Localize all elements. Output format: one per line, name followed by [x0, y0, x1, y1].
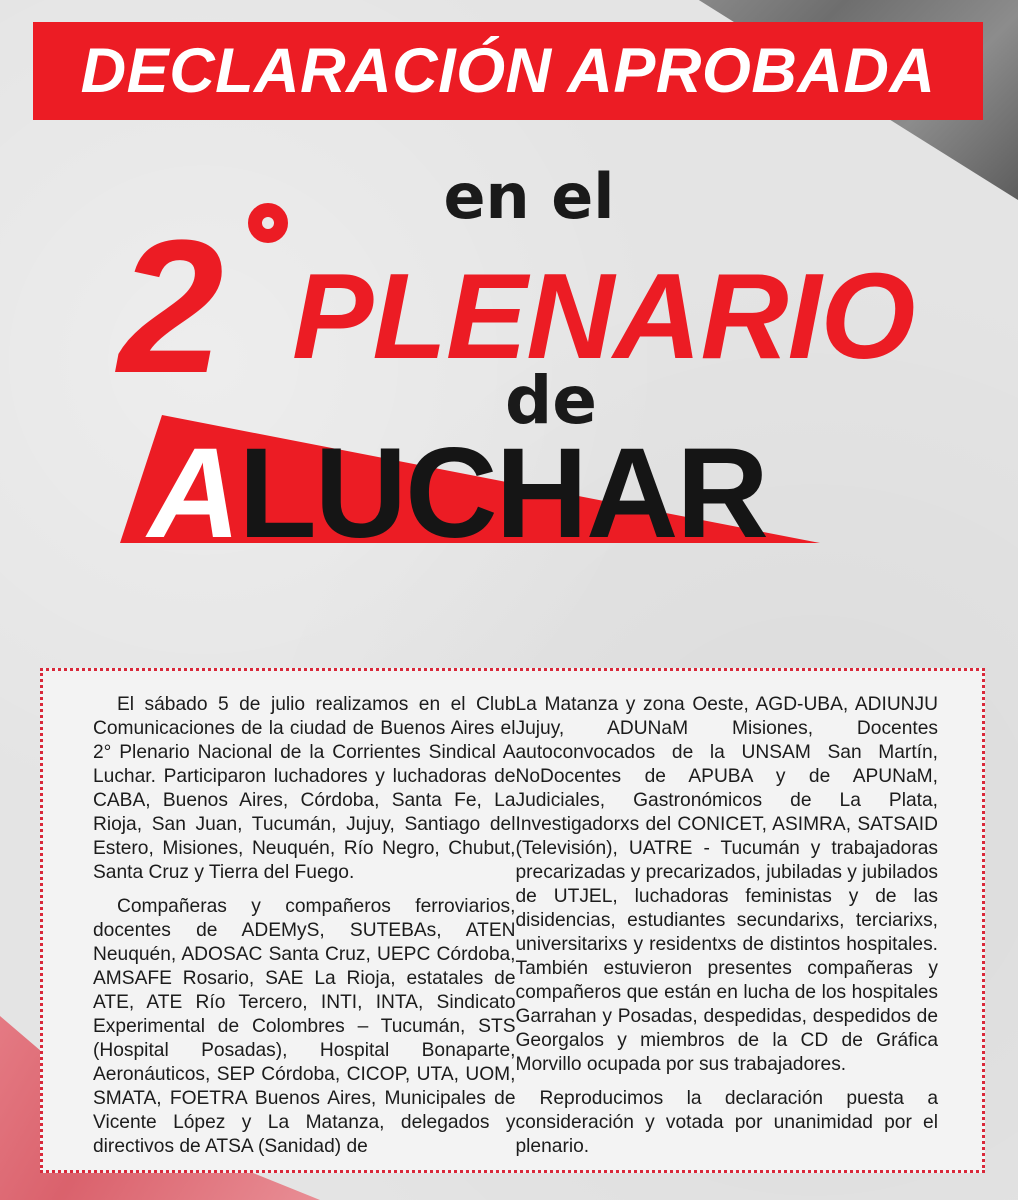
subtitle-de: de: [505, 362, 598, 439]
banner-title: DECLARACIÓN APROBADA: [80, 36, 936, 106]
paragraph-participants-continued: La Matanza y zona Oeste, AGD-UBA, ADIUNJU Jujuy, ADUNaM Misiones, Docentes autoconvocados de la UNSAM San Martín, NoDocentes de APUBA y de APUNaM, Judiciales, Gastronómicos de La Plata, Investigadorxs del CONICET, ASIMRA, SATSAID (Televisión), UATRE - Tucumán y trabajadoras precarizadas y precarizados, jubiladas y jubilados de UTJEL, luchadoras feministas y de las disidencias, estudiantes secundarixs, terciarixs, universitarixs y residentxs de distintos hospitales. También estuvieron presentes compañeras y compañeros que están en lucha de los hospitales Garrahan y Posadas, despedidas, despedidos de Georgalos y miembros de la CD de Gráfica Morvillo ocupada por sus trabajadores.: [515, 694, 938, 1075]
degree-symbol-icon: [248, 203, 288, 243]
brand-a-letter: A: [148, 422, 239, 565]
declaration-banner: [33, 22, 983, 120]
article-box: [40, 668, 985, 1173]
paragraph-intro: El sábado 5 de julio realizamos en el Club Comunicaciones de la ciudad de Buenos Aires el 2° Plenario Nacional de la Corrientes Sindical A Luchar. Participaron luchadores y luchadoras de CABA, Buenos Aires, Córdoba, Santa Fe, La Rioja, San Juan, Tucumán, Jujuy, Santiago del Estero, Misiones, Neuquén, Río Negro, Chubut, Santa Cruz y Tierra del Fuego.: [93, 694, 516, 883]
brand-a-luchar-logo: [148, 422, 767, 565]
brand-luchar-word: LUCHAR: [238, 422, 767, 565]
ordinal-number: 2: [118, 201, 224, 413]
paragraph-participants: Compañeras y compañeros ferroviarios, docentes de ADEMyS, SUTEBAs, ATEN Neuquén, ADOSAC Santa Cruz, UEPC Córdoba, AMSAFE Rosario, SAE La Rioja, estatales de ATE, ATE Río Tercero, INTI, INTA, Sindicato Experimental de Colombres – Tucumán, STS (Hospital Posadas), Hospital Bonaparte, Aeronáuticos, SEP Córdoba, CICOP, UTA, UOM, SMATA, FOETRA Buenos Aires, Municipales de Vicente López y La Matanza, delegados y directivos de ATSA (Sanidad) de: [93, 896, 516, 1157]
paragraph-closing: Reproducimos la declaración puesta a consideración y votada por unanimidad por el plenario.: [515, 1088, 938, 1157]
article-column-left: [93, 693, 516, 1169]
plenario-title: PLENARIO: [292, 248, 915, 384]
subtitle-en-el: en el: [443, 160, 615, 233]
article-columns: [93, 693, 938, 1169]
article-column-right: [516, 693, 939, 1169]
